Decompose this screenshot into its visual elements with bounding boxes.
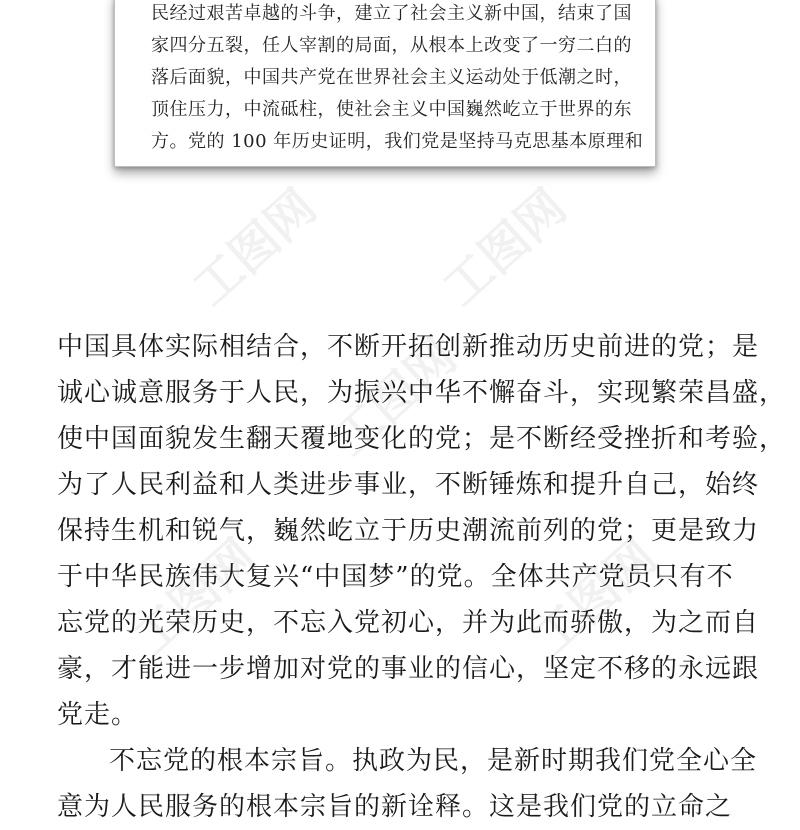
paragraph-line: 使中国面貌发生翻天覆地变化的党；是不断经受挫折和考验，: [57, 424, 787, 454]
preview-line: 家四分五裂，任人宰割的局面，从根本上改变了一穷二白的: [151, 35, 632, 56]
paragraph-line: 党走。: [57, 700, 139, 730]
watermark: 工图网: [522, 528, 668, 667]
article-body: [57, 324, 787, 830]
preview-line: 民经过艰苦卓越的斗争，建立了社会主义新中国，结束了国: [151, 3, 632, 24]
paragraph-line: 保持生机和锐气，巍然屹立于历史潮流前列的党；更是致力: [57, 516, 760, 546]
watermark: 工图网: [322, 328, 468, 467]
paragraph-line: 中国具体实际相结合，不断开拓创新推动历史前进的党；是: [57, 332, 760, 362]
paragraph-line: 意为人民服务的根本宗旨的新诠释。这是我们党的立命之: [57, 792, 733, 822]
watermark: 工图网: [182, 178, 328, 317]
paragraph-line: 诚心诚意服务于人民，为振兴中华不懈奋斗，实现繁荣昌盛，: [57, 378, 787, 408]
preview-text-block: [151, 0, 644, 158]
paragraph-line: 于中华民族伟大复兴“中国梦”的党。全体共产党员只有不: [57, 562, 734, 592]
paragraph-line: 豪，才能进一步增加对党的事业的信心，坚定不移的永远跟: [57, 654, 760, 684]
watermark: 工图网: [432, 178, 578, 317]
paragraph-line: 为了人民利益和人类进步事业，不断锤炼和提升自己，始终: [57, 470, 760, 500]
paragraph-line: 不忘党的根本宗旨。执政为民，是新时期我们党全心全: [109, 746, 758, 776]
paragraph-line: 忘党的光荣历史，不忘入党初心，并为此而骄傲，为之而自: [57, 608, 760, 638]
watermark: 工图网: [122, 528, 268, 667]
preview-line: 落后面貌，中国共产党在世界社会主义运动处于低潮之时，: [151, 67, 632, 88]
preview-line: 方。党的 100 年历史证明，我们党是坚持马克思基本原理和: [151, 131, 644, 152]
preview-line: 顶住压力，中流砥柱，使社会主义中国巍然屹立于世界的东: [151, 99, 632, 120]
document-page-preview: [114, 0, 656, 167]
